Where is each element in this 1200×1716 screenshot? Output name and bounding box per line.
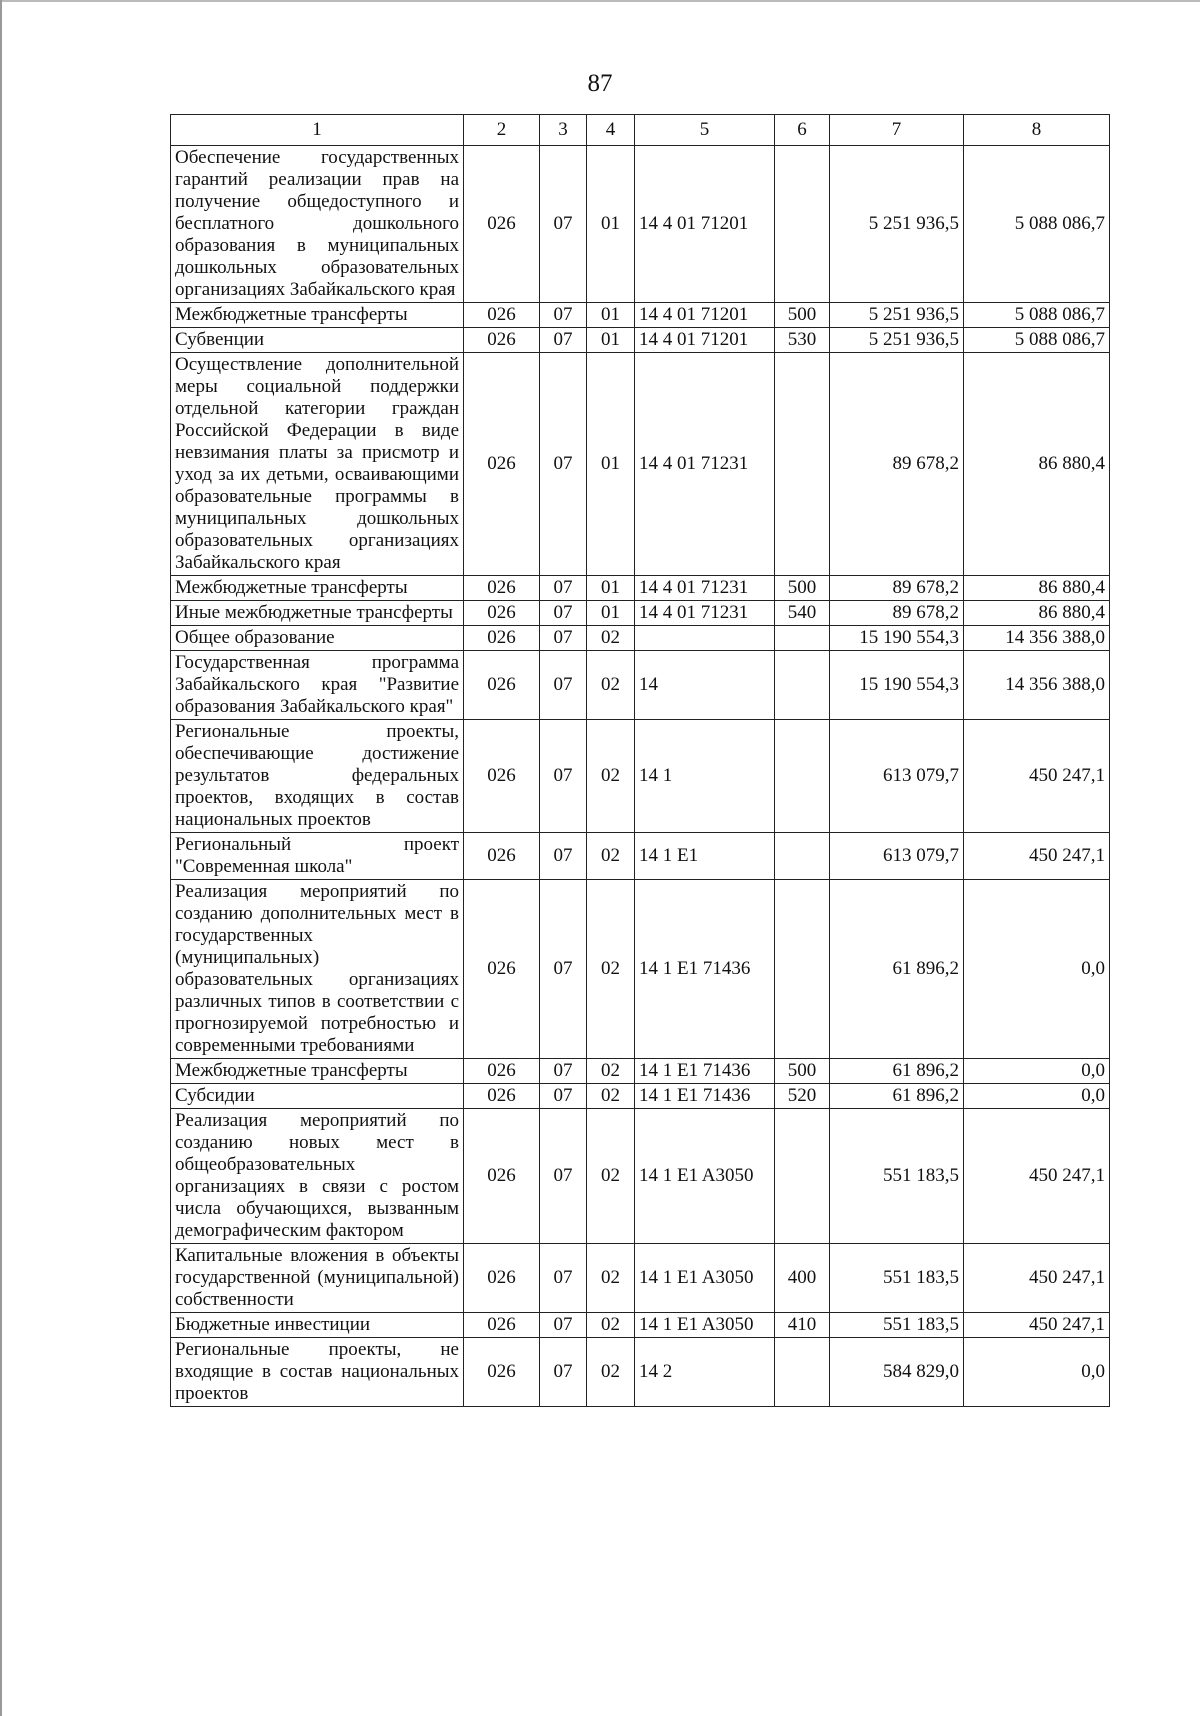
table-row (171, 601, 1110, 626)
cell-grbs: 026 (464, 1084, 540, 1109)
cell-section: 07 (540, 576, 587, 601)
cell-amount-year-1: 15 190 554,3 (830, 651, 964, 720)
cell-section: 07 (540, 720, 587, 833)
cell-grbs: 026 (464, 880, 540, 1059)
cell-amount-year-2: 86 880,4 (964, 576, 1110, 601)
cell-section: 07 (540, 651, 587, 720)
cell-subsection: 01 (587, 353, 635, 576)
header-col-5: 5 (635, 115, 775, 146)
cell-section: 07 (540, 601, 587, 626)
cell-amount-year-2: 0,0 (964, 1084, 1110, 1109)
cell-amount-year-2: 86 880,4 (964, 353, 1110, 576)
cell-section: 07 (540, 880, 587, 1059)
cell-subsection: 02 (587, 1338, 635, 1407)
cell-target-article: 14 4 01 71231 (635, 601, 775, 626)
cell-amount-year-1: 89 678,2 (830, 601, 964, 626)
cell-grbs: 026 (464, 1313, 540, 1338)
cell-amount-year-2: 450 247,1 (964, 1109, 1110, 1244)
cell-section: 07 (540, 303, 587, 328)
cell-name: Капитальные вложения в объекты государственной (муниципальной) собственности (171, 1244, 464, 1313)
cell-grbs: 026 (464, 651, 540, 720)
cell-name: Реализация мероприятий по созданию дополнительных мест в государственных (муниципальных) образовательных организациях различных типов в соответствии с прогнозируемой потребностью и современными требованиями (171, 880, 464, 1059)
header-col-3: 3 (540, 115, 587, 146)
cell-amount-year-1: 613 079,7 (830, 720, 964, 833)
table-row (171, 880, 1110, 1059)
cell-subsection: 01 (587, 146, 635, 303)
table-row (171, 1338, 1110, 1407)
cell-expense-type: 410 (775, 1313, 830, 1338)
cell-grbs: 026 (464, 303, 540, 328)
cell-section: 07 (540, 146, 587, 303)
cell-amount-year-2: 450 247,1 (964, 720, 1110, 833)
cell-expense-type: 500 (775, 576, 830, 601)
table-row (171, 1059, 1110, 1084)
cell-amount-year-2: 0,0 (964, 880, 1110, 1059)
table-row (171, 720, 1110, 833)
cell-expense-type: 400 (775, 1244, 830, 1313)
cell-grbs: 026 (464, 576, 540, 601)
cell-target-article: 14 1 E1 A3050 (635, 1109, 775, 1244)
cell-amount-year-1: 613 079,7 (830, 833, 964, 880)
cell-expense-type: 530 (775, 328, 830, 353)
cell-target-article: 14 4 01 71201 (635, 146, 775, 303)
cell-expense-type (775, 651, 830, 720)
cell-target-article: 14 1 E1 71436 (635, 1059, 775, 1084)
cell-section: 07 (540, 1313, 587, 1338)
cell-target-article: 14 1 E1 A3050 (635, 1313, 775, 1338)
cell-grbs: 026 (464, 328, 540, 353)
cell-subsection: 01 (587, 328, 635, 353)
cell-section: 07 (540, 353, 587, 576)
cell-name: Региональные проекты, обеспечивающие достижение результатов федеральных проектов, входящих в состав национальных проектов (171, 720, 464, 833)
cell-subsection: 02 (587, 626, 635, 651)
cell-target-article: 14 1 E1 71436 (635, 880, 775, 1059)
cell-name: Межбюджетные трансферты (171, 1059, 464, 1084)
header-col-1: 1 (171, 115, 464, 146)
header-col-6: 6 (775, 115, 830, 146)
cell-grbs: 026 (464, 1059, 540, 1084)
cell-grbs: 026 (464, 626, 540, 651)
cell-amount-year-2: 0,0 (964, 1059, 1110, 1084)
cell-target-article: 14 (635, 651, 775, 720)
cell-subsection: 02 (587, 1313, 635, 1338)
cell-subsection: 01 (587, 303, 635, 328)
cell-amount-year-1: 551 183,5 (830, 1313, 964, 1338)
cell-amount-year-1: 551 183,5 (830, 1244, 964, 1313)
cell-amount-year-2: 450 247,1 (964, 833, 1110, 880)
cell-subsection: 02 (587, 1244, 635, 1313)
cell-subsection: 02 (587, 1059, 635, 1084)
cell-grbs: 026 (464, 833, 540, 880)
header-col-2: 2 (464, 115, 540, 146)
cell-amount-year-1: 5 251 936,5 (830, 146, 964, 303)
table-row (171, 1109, 1110, 1244)
cell-amount-year-1: 5 251 936,5 (830, 328, 964, 353)
header-col-8: 8 (964, 115, 1110, 146)
cell-amount-year-2: 450 247,1 (964, 1244, 1110, 1313)
cell-target-article: 14 1 E1 A3050 (635, 1244, 775, 1313)
table-row (171, 651, 1110, 720)
table-row (171, 576, 1110, 601)
cell-amount-year-2: 450 247,1 (964, 1313, 1110, 1338)
cell-target-article: 14 4 01 71231 (635, 353, 775, 576)
cell-name: Общее образование (171, 626, 464, 651)
header-row (171, 115, 1110, 146)
cell-grbs: 026 (464, 146, 540, 303)
cell-amount-year-2: 14 356 388,0 (964, 626, 1110, 651)
cell-expense-type (775, 353, 830, 576)
cell-grbs: 026 (464, 353, 540, 576)
cell-name: Межбюджетные трансферты (171, 303, 464, 328)
cell-expense-type (775, 146, 830, 303)
cell-grbs: 026 (464, 720, 540, 833)
cell-section: 07 (540, 1059, 587, 1084)
cell-grbs: 026 (464, 1244, 540, 1313)
cell-name: Бюджетные инвестиции (171, 1313, 464, 1338)
table-row (171, 1313, 1110, 1338)
page-number: 87 (587, 70, 613, 97)
cell-target-article: 14 1 E1 71436 (635, 1084, 775, 1109)
cell-amount-year-1: 89 678,2 (830, 353, 964, 576)
cell-amount-year-1: 61 896,2 (830, 1059, 964, 1084)
cell-expense-type: 540 (775, 601, 830, 626)
cell-target-article: 14 2 (635, 1338, 775, 1407)
cell-amount-year-1: 5 251 936,5 (830, 303, 964, 328)
cell-section: 07 (540, 833, 587, 880)
cell-subsection: 02 (587, 651, 635, 720)
cell-name: Государственная программа Забайкальского края "Развитие образования Забайкальского края" (171, 651, 464, 720)
table-body (171, 146, 1110, 1407)
cell-amount-year-2: 5 088 086,7 (964, 146, 1110, 303)
cell-name: Региональные проекты, не входящие в состав национальных проектов (171, 1338, 464, 1407)
cell-amount-year-1: 551 183,5 (830, 1109, 964, 1244)
cell-expense-type (775, 880, 830, 1059)
cell-expense-type: 500 (775, 1059, 830, 1084)
cell-name: Межбюджетные трансферты (171, 576, 464, 601)
cell-section: 07 (540, 1244, 587, 1313)
cell-target-article: 14 4 01 71201 (635, 328, 775, 353)
cell-amount-year-1: 61 896,2 (830, 880, 964, 1059)
cell-target-article (635, 626, 775, 651)
cell-section: 07 (540, 626, 587, 651)
cell-amount-year-1: 584 829,0 (830, 1338, 964, 1407)
cell-amount-year-2: 0,0 (964, 1338, 1110, 1407)
cell-subsection: 02 (587, 880, 635, 1059)
cell-section: 07 (540, 1338, 587, 1407)
table-row (171, 328, 1110, 353)
page-top-edge (0, 0, 1200, 2)
cell-amount-year-2: 14 356 388,0 (964, 651, 1110, 720)
cell-subsection: 02 (587, 1084, 635, 1109)
cell-amount-year-2: 5 088 086,7 (964, 328, 1110, 353)
cell-name: Иные межбюджетные трансферты (171, 601, 464, 626)
cell-amount-year-1: 15 190 554,3 (830, 626, 964, 651)
page-left-edge (0, 0, 2, 1716)
cell-grbs: 026 (464, 601, 540, 626)
cell-expense-type: 500 (775, 303, 830, 328)
cell-grbs: 026 (464, 1338, 540, 1407)
table-row (171, 626, 1110, 651)
cell-amount-year-1: 89 678,2 (830, 576, 964, 601)
cell-subsection: 02 (587, 720, 635, 833)
cell-subsection: 02 (587, 1109, 635, 1244)
budget-table (170, 114, 1110, 1407)
table-row (171, 1244, 1110, 1313)
table-row (171, 353, 1110, 576)
cell-expense-type (775, 1338, 830, 1407)
cell-name: Реализация мероприятий по созданию новых мест в общеобразовательных организациях в связи с ростом числа обучающихся, вызванным демографическим фактором (171, 1109, 464, 1244)
cell-amount-year-2: 5 088 086,7 (964, 303, 1110, 328)
cell-name: Субвенции (171, 328, 464, 353)
cell-name: Субсидии (171, 1084, 464, 1109)
cell-expense-type: 520 (775, 1084, 830, 1109)
header-col-4: 4 (587, 115, 635, 146)
cell-name: Осуществление дополнительной меры социальной поддержки отдельной категории граждан Российской Федерации в виде невзимания платы за присмотр и уход за их детьми, осваивающими образовательные программы в муниципальных дошкольных образовательных организациях Забайкальского края (171, 353, 464, 576)
table-row (171, 303, 1110, 328)
cell-section: 07 (540, 1084, 587, 1109)
header-col-7: 7 (830, 115, 964, 146)
cell-expense-type (775, 1109, 830, 1244)
cell-expense-type (775, 720, 830, 833)
cell-expense-type (775, 833, 830, 880)
cell-subsection: 02 (587, 833, 635, 880)
cell-grbs: 026 (464, 1109, 540, 1244)
cell-expense-type (775, 626, 830, 651)
cell-amount-year-1: 61 896,2 (830, 1084, 964, 1109)
cell-section: 07 (540, 328, 587, 353)
table-row (171, 146, 1110, 303)
table-row (171, 1084, 1110, 1109)
table-row (171, 833, 1110, 880)
cell-subsection: 01 (587, 601, 635, 626)
cell-name: Обеспечение государственных гарантий реализации прав на получение общедоступного и бесплатного дошкольного образования в муниципальных дошкольных образовательных организациях Забайкальского края (171, 146, 464, 303)
cell-name: Региональный проект "Современная школа" (171, 833, 464, 880)
cell-target-article: 14 1 (635, 720, 775, 833)
cell-section: 07 (540, 1109, 587, 1244)
cell-target-article: 14 1 E1 (635, 833, 775, 880)
cell-subsection: 01 (587, 576, 635, 601)
cell-target-article: 14 4 01 71231 (635, 576, 775, 601)
cell-target-article: 14 4 01 71201 (635, 303, 775, 328)
cell-amount-year-2: 86 880,4 (964, 601, 1110, 626)
